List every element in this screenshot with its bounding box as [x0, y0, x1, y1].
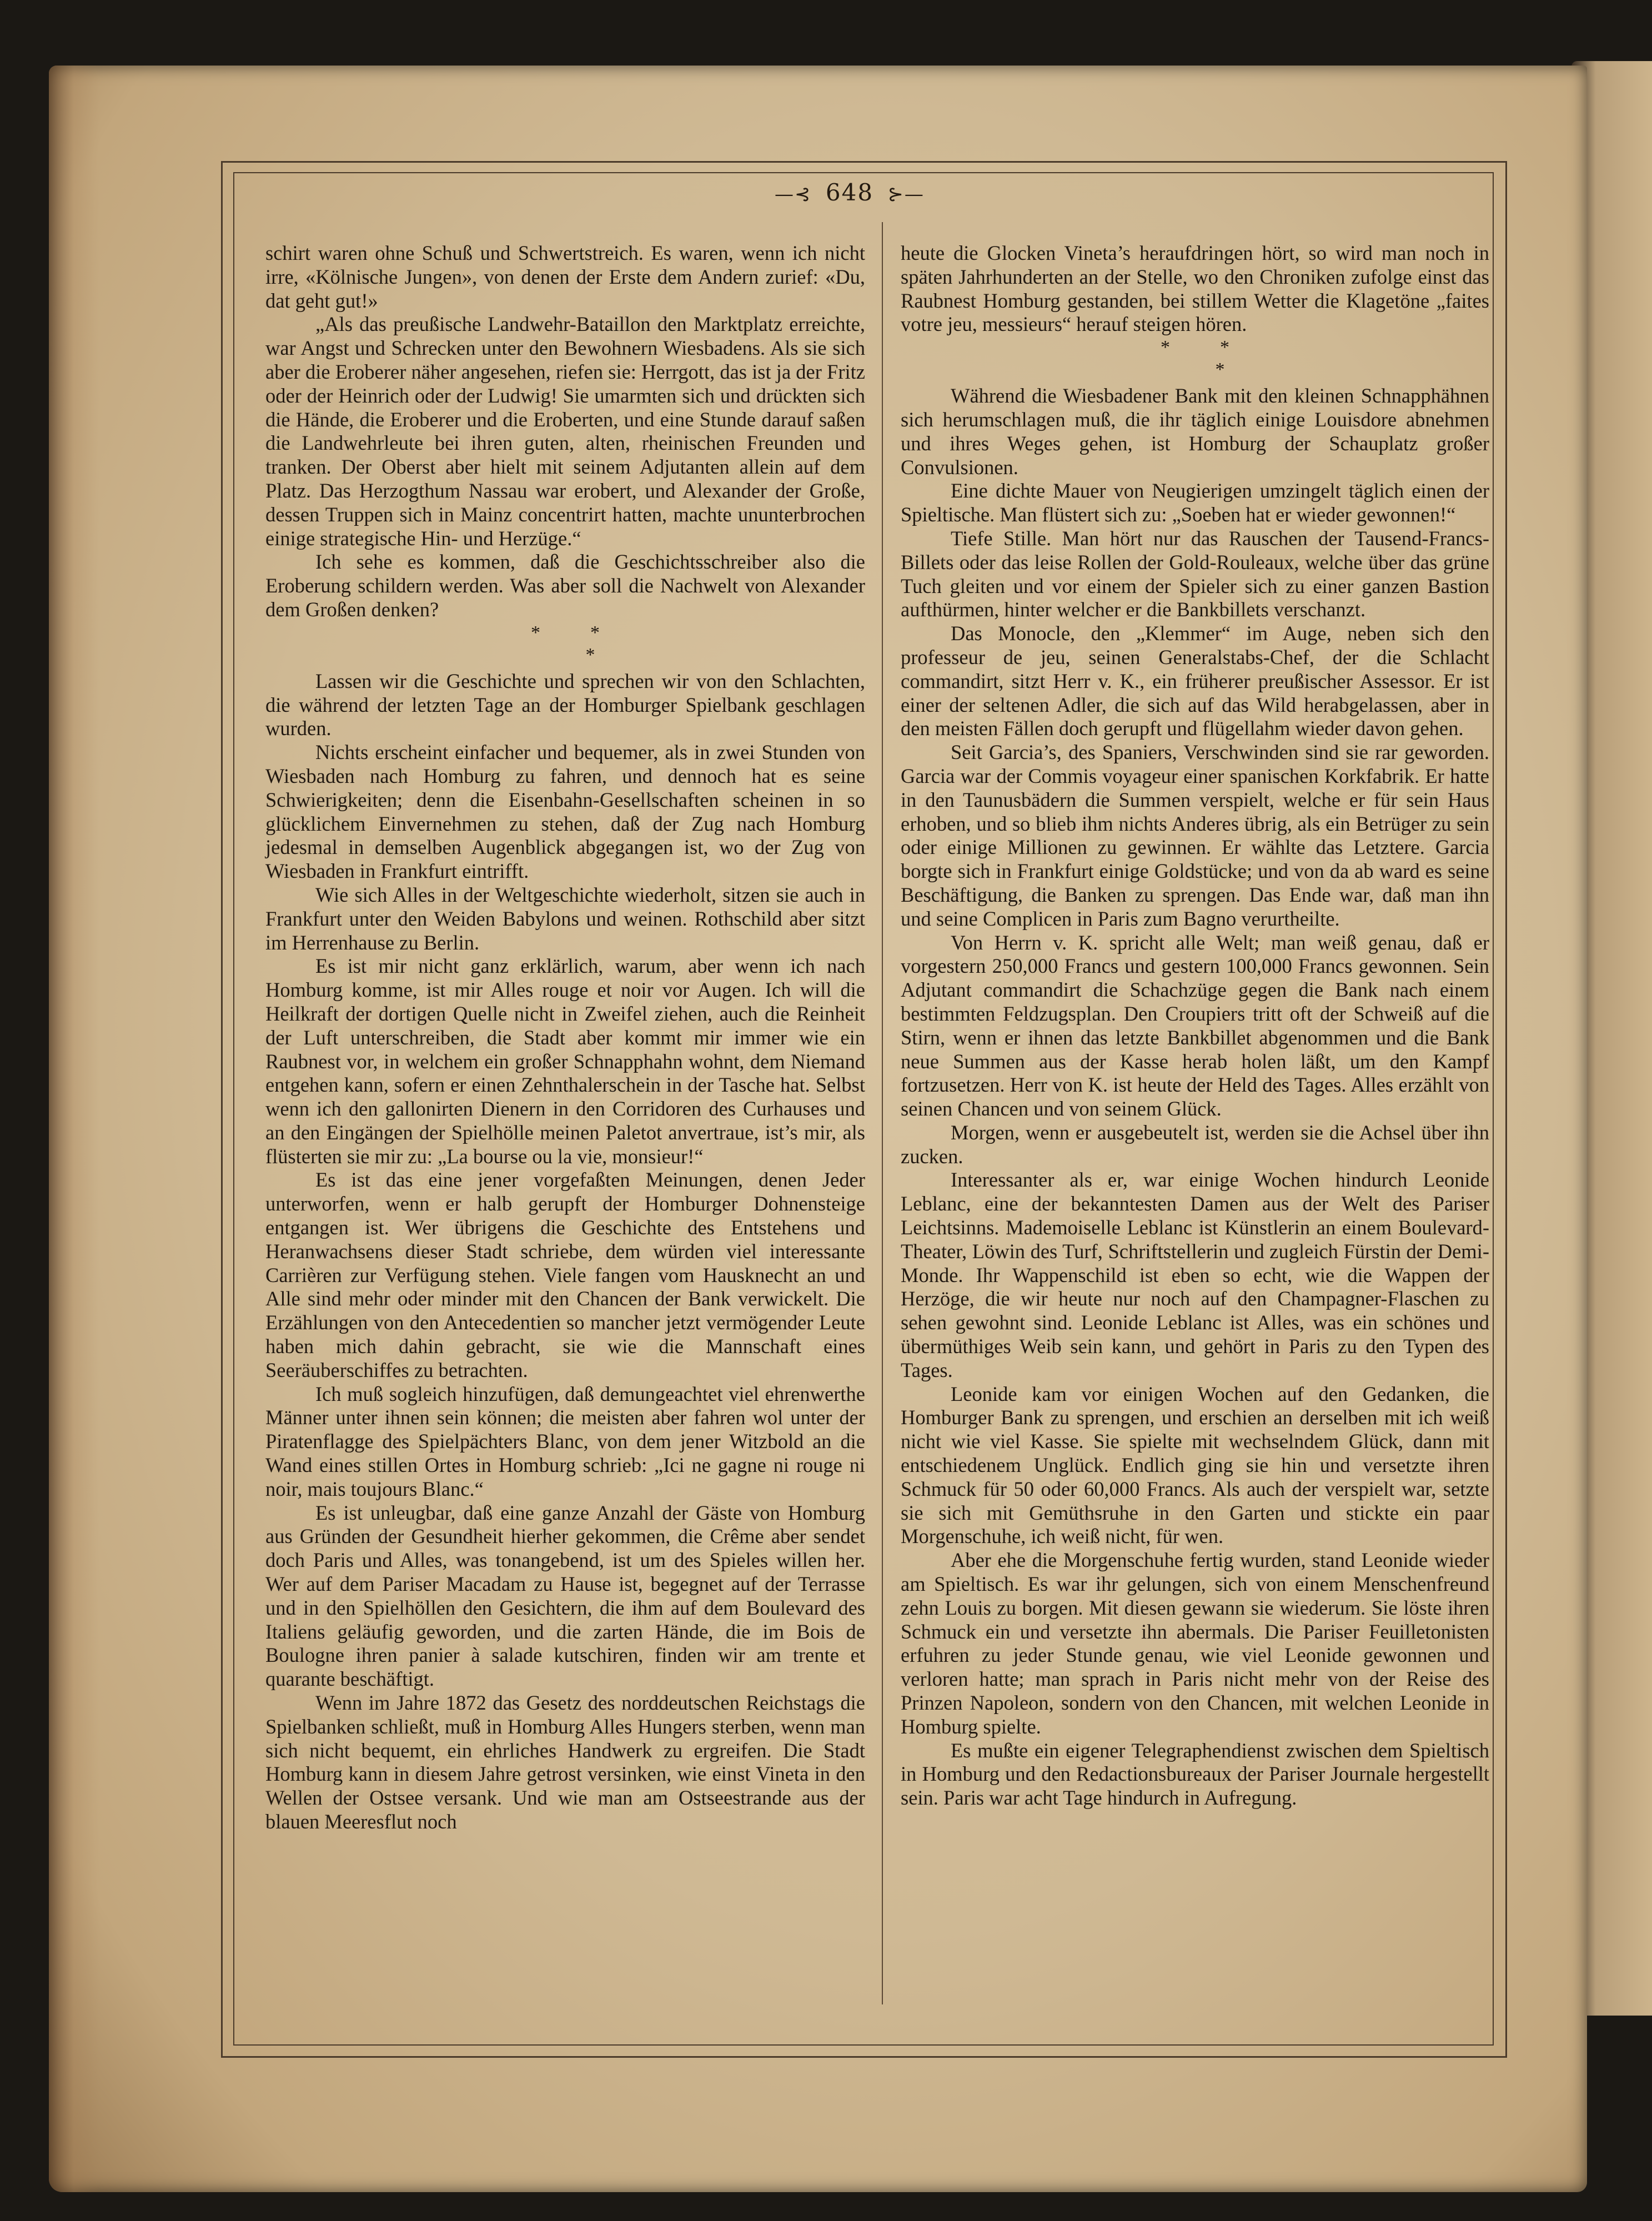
paragraph: Ich muß sogleich hinzufügen, daß demungeachtet viel ehrenwerthe Männer unter ihnen sein können; die meisten aber fahren wol unter der Piratenflagge des Spielpächters Blanc, von dem jener Witzbold an die Wand eines stillen Ortes in Homburg schrieb: „Ici ne gagne ni rouge ni noir, mais toujours Blanc.“ [265, 1382, 865, 1500]
paragraph: Nichts erscheint einfacher und bequemer, als in zwei Stunden von Wiesbaden nach Homburg zu fahren, und dennoch hat es seine Schwierigkeiten; denn die Eisenbahn-Gesellschaften scheinen in so glücklichem Einvernehmen zu stehen, daß der Zug nach Homburg jedesmal in demselben Augenblick abgegangen ist, wo der Zug von Wiesbaden in Frankfurt eintrifft. [265, 741, 865, 883]
page-header [739, 179, 961, 218]
paragraph: Während die Wiesbadener Bank mit den kleinen Schnapphähnen sich herumschlagen muß, die ihr täglich einige Louisdore abnehmen und ihres Weges gehen, ist Homburg der Schauplatz großer Convulsionen. [901, 384, 1489, 479]
page-number: 648 [825, 179, 874, 206]
paragraph: Das Monocle, den „Klemmer“ im Auge, neben sich den professeur de jeu, seinen Generalstabs-Chef, der die Schlacht commandirt, sitzt Herr v. K., ein früherer preußischer Assessor. Er ist einer der seltenen Adler, die sich auf das Wild herabgelassen, aber in den meisten Fällen doch gerupft und flügellahm wieder davon gehen. [901, 622, 1489, 740]
page-gutter-shadow [49, 66, 99, 2192]
section-break-star-bottom: * [1215, 359, 1225, 380]
section-break [265, 622, 865, 670]
folio-ornament-right: ⊱— [887, 183, 925, 205]
paragraph: Morgen, wenn er ausgebeutelt ist, werden sie die Achsel über ihn zucken. [901, 1120, 1489, 1168]
paragraph: Leonide kam vor einigen Wochen auf den Gedanken, die Homburger Bank zu sprengen, und erschien an derselben mit ich weiß nicht wie viel Kasse. Sie spielte mit wechselndem Glück, dann mit entschiedenem Unglück. Endlich ging sie hin und versetzte ihren Schmuck für 50 oder 60,000 Francs. Als auch der verspielt war, setzte sie sich mit Gemüthsruhe in den Garten und stickte ein paar Morgenschuhe, ich weiß nicht, für wen. [901, 1382, 1489, 1548]
paragraph: Von Herrn v. K. spricht alle Welt; man weiß genau, daß er vorgestern 250,000 Francs und gestern 100,000 Francs gewonnen. Sein Adjutant commandirt die Schachzüge gegen die Bank nach einem bestimmten Feldzugsplan. Den Croupiers tritt oft der Schweiß auf die Stirn, wenn er ihnen das letzte Bankbillet abgenommen und die Bank neue Summen aus der Kasse herab holen läßt, um den Kampf fortzusetzen. Herr von K. ist heute der Held des Tages. Alles erzählt von seinen Chancen und von seinem Glück. [901, 931, 1489, 1120]
paragraph: Es ist unleugbar, daß eine ganze Anzahl der Gäste von Homburg aus Gründen der Gesundheit hierher gekommen, die Crême aber sendet doch Paris und Alles, was tonangebend, ist um des Spieles willen her. Wer auf dem Pariser Macadam zu Hause ist, begegnet auf der Terrasse und in den Spielhöllen den Gesichtern, die ihm auf dem Boulevard des Italiens geläufig geworden, und die zarten Hände, die im Bois de Boulogne ihren panier à salade kutschiren, finden wir am trente et quarante beschäftigt. [265, 1501, 865, 1691]
paragraph: Eine dichte Mauer von Neugierigen umzingelt täglich einen der Spieltische. Man flüstert sich zu: „Soeben hat er wieder gewonnen!“ [901, 479, 1489, 526]
paragraph: Tiefe Stille. Man hört nur das Rauschen der Tausend-Francs-Billets oder das leise Rollen der Gold-Rouleaux, welche über das grüne Tuch gleiten und vor einem der Spieler sich zu einer ganzen Bastion aufthürmen, hinter welcher er die Bankbillets verschanzt. [901, 526, 1489, 621]
paragraph: Es ist das eine jener vorgefaßten Meinungen, denen Jeder unterworfen, wenn er halb gerupft der Homburger Dohnensteige entgangen ist. Wer übrigens die Geschichte des Entstehens und Heranwachsens dieser Stadt schriebe, dem würden viel interessante Carrièren zur Verfügung stehen. Viele fangen vom Hausknecht an und Alle sind mehr oder minder mit den Chancen der Bank verwickelt. Die Erzählungen von den Antecedentien so mancher jetzt vermögender Leute haben mich dahin gebracht, sie wie die Mannschaft eines Seeräuberschiffes zu betrachten. [265, 1168, 865, 1381]
section-break-stars-top: ** [531, 622, 650, 643]
paragraph: Wie sich Alles in der Weltgeschichte wiederholt, sitzen sie auch in Frankfurt unter den Weiden Babylons und weinen. Rothschild aber sitzt im Herrenhause zu Berlin. [265, 883, 865, 954]
paragraph: Es ist mir nicht ganz erklärlich, warum, aber wenn ich nach Homburg komme, ist mir Alles rouge et noir vor Augen. Ich will die Heilkraft der dortigen Quelle nicht in Zweifel ziehen, auch die Reinheit der Luft unterschreiben, die Stadt aber kommt mir immer wie ein Raubnest vor, in welchem ein großer Schnapphahn wohnt, dem Niemand entgehen kann, sofern er einen Zehnthalerschein in der Tasche hat. Selbst wenn ich den gallonirten Dienern in den Corridoren des Curhauses und an den Eingängen der Spielhölle meinen Paletot anvertraue, ist’s mir, als flüsterten sie mir zu: „La bourse ou la vie, monsieur!“ [265, 954, 865, 1168]
paragraph: Es mußte ein eigener Telegraphendienst zwischen dem Spieltisch in Homburg und den Redactionsbureaux der Pariser Journale hergestellt sein. Paris war acht Tage hindurch in Aufregung. [901, 1738, 1489, 1810]
paragraph: heute die Glocken Vineta’s heraufdringen hört, so wird man noch in späten Jahrhunderten an der Stelle, wo den Chroniken zufolge einst das Raubnest Homburg gestanden, bei stillem Wetter die Klagetöne „faites votre jeu, messieurs“ herauf steigen hören. [901, 242, 1489, 336]
section-break-star-bottom: * [585, 644, 595, 665]
section-break [901, 336, 1489, 384]
paragraph: Seit Garcia’s, des Spaniers, Verschwinden sind sie rar geworden. Garcia war der Commis voyageur einer spanischen Korkfabrik. Er hatte in den Taunusbädern die Summen verspielt, welche er für sein Haus erhoben, und so blieb ihm nichts Anderes übrig, als ein Betrüger zu sein oder einige Millionen zu gewinnen. Er wählte das Letztere. Garcia borgte sich in Frankfurt einige Goldstücke; und von da ab ward es seine Beschäftigung, die Banken zu sprengen. Das Ende war, daß man ihn und seine Complicen in Paris zum Bagno verurtheilte. [901, 741, 1489, 930]
paragraph: Aber ehe die Morgenschuhe fertig wurden, stand Leonide wieder am Spieltisch. Es war ihr gelungen, sich von einem Menschenfreund zehn Louis zu borgen. Mit diesen gewann sie wiederum. Sie löste ihren Schmuck ein und versetzte ihn abermals. Die Pariser Feuilletonisten erfuhren zu jeder Stunde genau, wie viel Leonide gewonnen und verloren hatte; man sprach in Paris nicht mehr von der Reise des Prinzen Napoleon, sondern von den Chancen, mit welchen Leonide in Homburg spielte. [901, 1549, 1489, 1738]
paragraph: „Als das preußische Landwehr-Bataillon den Marktplatz erreichte, war Angst und Schrecken unter den Bewohnern Wiesbadens. Als sie sich aber die Eroberer näher angesehen, riefen sie: Herrgott, das ist ja der Fritz oder der Heinrich oder der Ludwig! Sie umarmten sich und drückten sich die Hände, die Eroberer und die Eroberten, und eine Stunde darauf saßen die Landwehrleute bei ihren guten, alten, rheinischen Freunden und tranken. Der Oberst aber hielt mit seinem Adjutanten allein auf dem Platz. Das Herzogthum Nassau war erobert, und Alexander der Große, dessen Truppen sich in Mainz concentrirt hatten, machte ununterbrochen einige strategische Hin- und Herzüge.“ [265, 313, 865, 550]
paragraph: Lassen wir die Geschichte und sprechen wir von den Schlachten, die während der letzten Tage an der Homburger Spielbank geschlagen wurden. [265, 669, 865, 740]
column-divider [882, 222, 883, 2004]
right-column [901, 242, 1489, 1810]
paragraph: schirt waren ohne Schuß und Schwertstreich. Es waren, wenn ich nicht irre, «Kölnische Jungen», von denen der Erste dem Andern zurief: «Du, dat geht gut!» [265, 242, 865, 312]
paragraph: Wenn im Jahre 1872 das Gesetz des norddeutschen Reichstags die Spielbanken schließt, muß in Homburg Alles Hungers sterben, wenn man sich nicht bequemt, ein ehrliches Handwerk zu ergreifen. Die Stadt Homburg kann in diesem Jahre getrost versinken, wie einst Vineta in den Wellen der Ostsee versank. Und wie man am Ostseestrande aus der blauen Meeresflut noch [265, 1691, 865, 1833]
section-break-stars-top: ** [1161, 337, 1279, 358]
paragraph: Ich sehe es kommen, daß die Geschichtsschreiber also die Eroberung schildern werden. Was aber soll die Nachwelt von Alexander dem Großen denken? [265, 550, 865, 621]
paragraph: Interessanter als er, war einige Wochen hindurch Leonide Leblanc, eine der bekanntesten Damen aus der Welt des Pariser Leichtsinns. Mademoiselle Leblanc ist Künstlerin an einem Boulevard-Theater, Löwin des Turf, Schriftstellerin und zugleich Fürstin der Demi-Monde. Ihr Wappenschild ist eben so echt, wie die Wappen der Herzöge, die wir heute nur noch auf den Champagner-Flaschen zu sehen gewohnt sind. Leonide Leblanc ist Alles, was ein schönes und übermüthiges Weib sein kann, und gehört in Paris zu den Typen des Tages. [901, 1168, 1489, 1381]
left-column [265, 242, 865, 1834]
folio-ornament-left: —⊰ [775, 183, 812, 205]
